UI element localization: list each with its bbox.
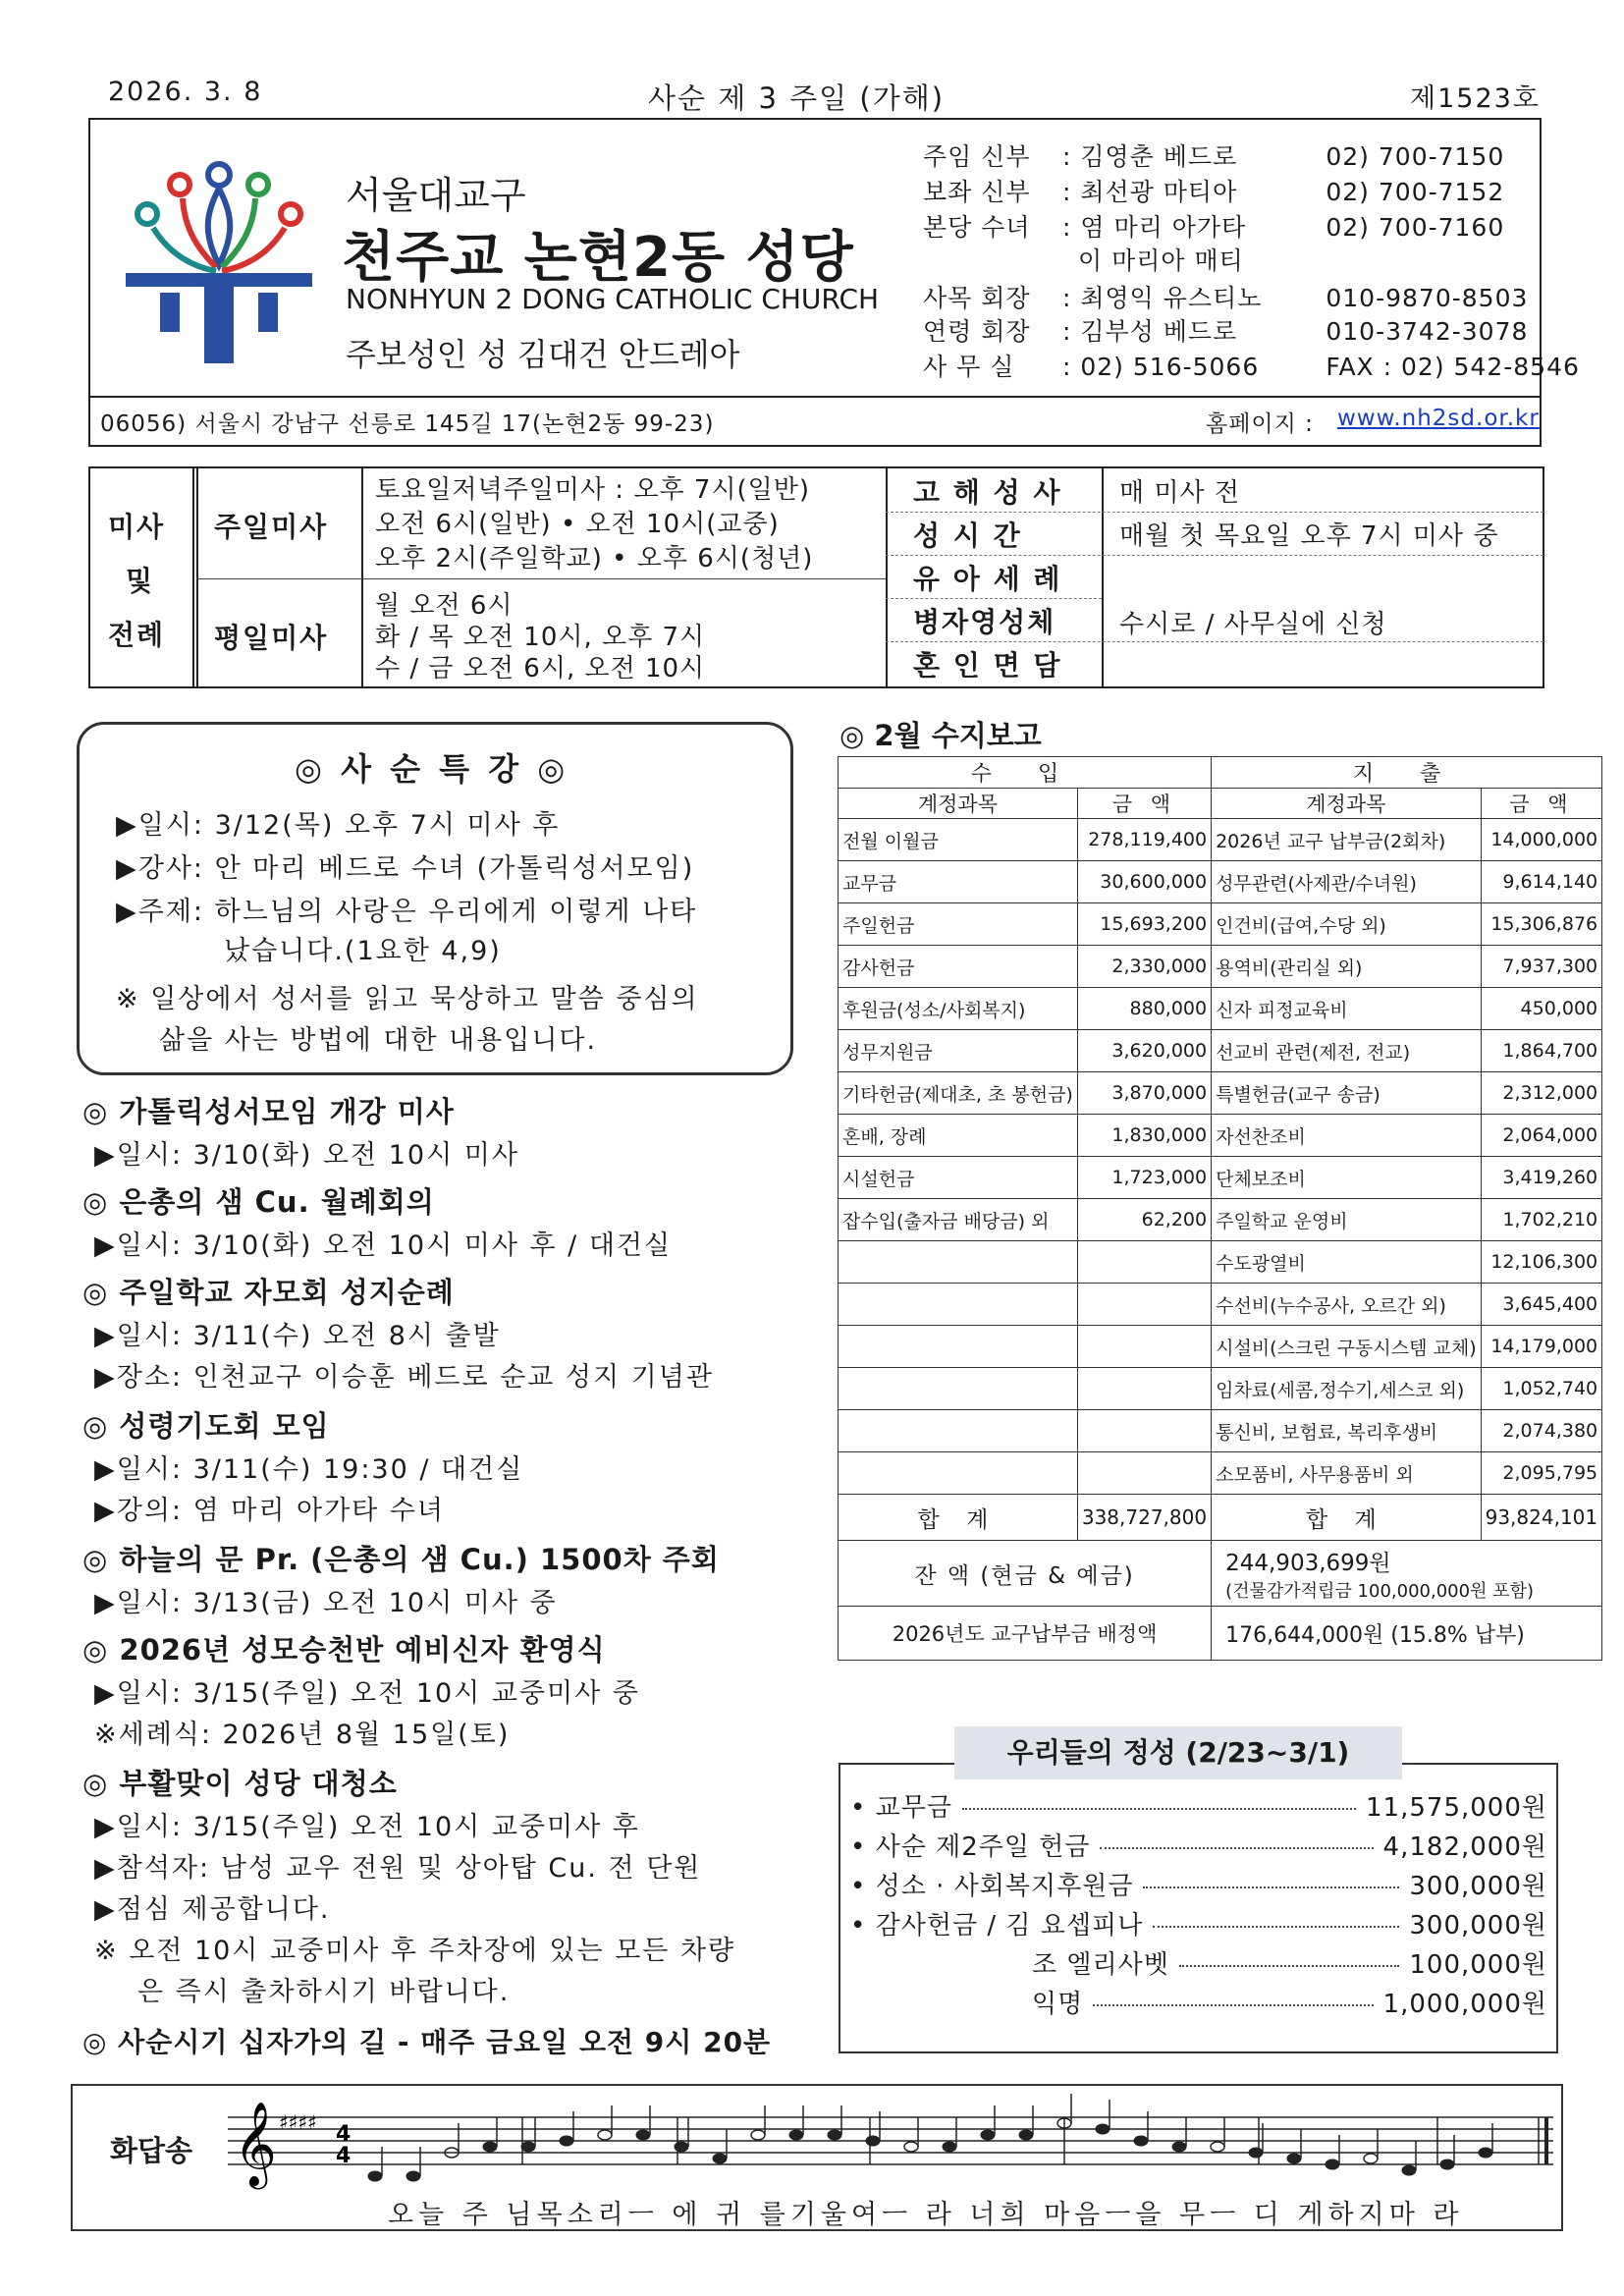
account-item: 임차료(세콤,정수기,세스코 외) [1212,1368,1482,1410]
account-amount [1077,1284,1211,1326]
music-note [1172,2142,1186,2152]
finance-row [839,819,1602,861]
account-item: 후원금(성소/사회복지) [839,988,1078,1030]
staff-name: 김영춘 베드로 [1080,142,1238,171]
weekday-mass-line: 화 / 목 오전 10시, 오후 7시 [375,623,706,652]
sacrament-label: 혼 인 면 담 [913,649,1062,682]
notice-title: ◎ 성령기도회 모임 [82,1409,330,1443]
staff-name: 김부성 베드로 [1080,317,1238,346]
account-amount: 14,000,000 [1481,819,1602,861]
account-amount: 3,419,260 [1481,1157,1602,1199]
finance-row [839,1368,1602,1410]
dot-leader [1143,1886,1399,1888]
account-amount: 14,179,000 [1481,1326,1602,1368]
account-item [839,1284,1078,1326]
notice-line: 은 즉시 출차하시기 바랍니다. [137,1977,511,2007]
account-item: 성무관련(사제관/수녀원) [1212,861,1482,903]
offering-amount: 1,000,000원 [1382,1990,1547,2019]
account-item [839,1410,1078,1452]
music-note [675,2142,688,2152]
homepage-link[interactable]: www.nh2sd.or.kr [1337,406,1540,431]
account-item: 성무지원금 [839,1030,1078,1072]
office-label: 사 무 실 [923,353,1015,381]
notice-line: ▶일시: 3/10(화) 오전 10시 미사 [94,1140,519,1171]
music-note [521,2142,535,2152]
account-amount: 62,200 [1077,1199,1211,1241]
music-note [943,2142,956,2152]
col-item: 계정과목 [1212,789,1482,819]
treble-clef-icon: 𝄞 [234,2102,277,2186]
sunday-mass-line: 오전 6시(일반) • 오전 10시(교중) [375,510,780,539]
music-note [751,2130,765,2140]
music-staff [228,2090,1558,2198]
account-amount: 278,119,400 [1077,819,1211,861]
account-amount: 450,000 [1481,988,1602,1030]
account-item: 시설비(스크린 구동시스템 교체) [1212,1326,1482,1368]
staff-phone: 02) 700-7152 [1326,178,1505,206]
notice-line: ▶강의: 염 마리 아가타 수녀 [94,1496,446,1526]
music-note [713,2154,727,2163]
col-item: 계정과목 [839,789,1078,819]
balance-note: (건물감가적립금 100,000,000원 포함) [1225,1580,1534,1602]
staff-role: 주임 신부 [923,142,1031,171]
lecture-line: ▶일시: 3/12(목) 오후 7시 미사 후 [116,810,561,841]
sunday-mass-line: 오후 2시(주일학교) • 오후 6시(청년) [375,544,814,574]
sacrament-label: 유 아 세 례 [913,563,1062,595]
music-note [1249,2148,1263,2158]
svg-text:4: 4 [336,2144,352,2168]
music-note [483,2142,497,2152]
account-item: 소모품비, 사무용품비 외 [1212,1452,1482,1495]
col-amount: 금 액 [1481,789,1602,819]
offerings-list [850,1787,1547,2023]
sacrament-label: 병자영성체 [913,606,1056,638]
music-note [1096,2124,1110,2134]
sacrament-value: 수시로 / 사무실에 신청 [1119,610,1387,639]
finance-row [839,1072,1602,1115]
account-amount: 1,723,000 [1077,1157,1211,1199]
account-item: 수선비(누수공사, 오르간 외) [1212,1284,1482,1326]
music-note [1479,2148,1492,2158]
church-name-english: NONHYUN 2 DONG CATHOLIC CHURCH [346,283,880,315]
notice-line: ※세례식: 2026년 8월 15일(토) [94,1720,511,1750]
sacrament-value: 매 미사 전 [1119,478,1240,508]
offering-item [850,1787,1547,1827]
music-note [1211,2142,1224,2152]
offering-amount: 300,000원 [1409,1911,1547,1941]
notice-line: ▶참석자: 남성 교우 전원 및 상아탑 Cu. 전 단원 [94,1853,702,1884]
account-amount [1077,1410,1211,1452]
account-item [839,1326,1078,1368]
music-note [560,2136,573,2146]
notice-line: ▶장소: 인천교구 이승훈 베드로 순교 성지 기념관 [94,1362,714,1393]
finance-row [839,988,1602,1030]
account-amount: 2,064,000 [1481,1115,1602,1157]
music-note [1440,2159,1454,2169]
finance-row [839,903,1602,946]
income-total-label: 합 계 [839,1495,1078,1541]
finance-row [839,946,1602,988]
music-note [866,2136,880,2146]
notice-title: ◎ 2026년 성모승천반 예비신자 환영식 [82,1633,606,1667]
issue-number: 제1523호 [1410,83,1541,114]
music-note [636,2130,650,2140]
account-amount: 1,864,700 [1481,1030,1602,1072]
account-amount: 1,702,210 [1481,1199,1602,1241]
music-note [1326,2159,1339,2169]
music-note [1402,2165,1416,2175]
hymn-label: 화답송 [110,2134,193,2167]
music-note [789,2130,803,2140]
account-amount: 1,052,740 [1481,1368,1602,1410]
account-item: 인건비(급여,수당 외) [1212,903,1482,946]
sacrament-value: 매월 첫 목요일 오후 7시 미사 중 [1119,521,1499,551]
staff-phone: 02) 700-7150 [1326,142,1505,171]
svg-text:♯♯♯♯: ♯♯♯♯ [279,2110,317,2134]
notice-title: ◎ 은총의 샘 Cu. 월례회의 [82,1185,435,1219]
account-item: 자선찬조비 [1212,1115,1482,1157]
dot-leader [1100,1847,1373,1849]
account-item: 혼배, 장례 [839,1115,1078,1157]
diocese-name: 서울대교구 [346,174,526,217]
account-amount: 2,312,000 [1481,1072,1602,1115]
notice-line: ▶일시: 3/13(금) 오전 10시 미사 중 [94,1588,558,1618]
account-amount: 2,330,000 [1077,946,1211,988]
account-item: 2026년 교구 납부금(2회차) [1212,819,1482,861]
church-name: 천주교 논현2동 성당 [342,226,854,290]
account-item: 특별헌금(교구 송금) [1212,1072,1482,1115]
finance-row [839,1115,1602,1157]
staff-phone: 010-3742-3078 [1326,317,1529,346]
account-item: 수도광열비 [1212,1241,1482,1284]
income-total: 338,727,800 [1077,1495,1211,1541]
account-amount: 9,614,140 [1481,861,1602,903]
staff-name: 최영익 유스티노 [1080,284,1263,312]
account-item: 주일헌금 [839,903,1078,946]
mass-side-label: 및 [126,565,155,597]
liturgical-week: 사순 제 3 주일 (가해) [648,82,946,115]
offering-item [850,1827,1547,1866]
account-item: 단체보조비 [1212,1157,1482,1199]
account-amount: 2,095,795 [1481,1452,1602,1495]
offering-label: • 감사헌금 / 김 요셉피나 [850,1911,1144,1941]
lecture-line: ▶강사: 안 마리 베드로 수녀 (가톨릭성서모임) [116,853,695,884]
patron-saint: 주보성인 성 김대건 안드레아 [346,336,740,373]
offering-amount: 11,575,000원 [1366,1793,1547,1823]
account-item: 잡수입(출자금 배당금) 외 [839,1199,1078,1241]
offering-amount: 300,000원 [1409,1872,1547,1901]
account-item [839,1368,1078,1410]
staff-role: 연령 회장 [923,317,1031,346]
finance-row [839,1157,1602,1199]
music-note [406,2171,420,2181]
finance-row [839,1284,1602,1326]
notice-line: ▶일시: 3/11(수) 19:30 / 대건실 [94,1454,524,1485]
offering-item [850,1984,1547,2023]
account-amount: 3,870,000 [1077,1072,1211,1115]
sacrament-label: 성 시 간 [913,519,1022,552]
sunday-mass-label: 주일미사 [214,511,329,543]
sacrament-label: 고 해 성 사 [913,476,1062,509]
weekday-mass-line: 수 / 금 오전 6시, 오전 10시 [375,654,706,683]
music-note [1019,2130,1033,2140]
mass-side-label: 전례 [108,619,166,651]
account-item: 기타헌금(제대초, 초 봉헌금) [839,1072,1078,1115]
notice-title: ◎ 하늘의 문 Pr. (은총의 샘 Cu.) 1500차 주회 [82,1543,720,1576]
account-amount: 880,000 [1077,988,1211,1030]
account-amount: 3,620,000 [1077,1030,1211,1072]
account-amount: 1,830,000 [1077,1115,1211,1157]
offering-item [850,1866,1547,1905]
quota-value: 176,644,000원 (15.8% 납부) [1212,1607,1602,1661]
office-tel: 02) 516-5066 [1080,353,1260,381]
finance-row [839,861,1602,903]
notice-line: ▶일시: 3/15(주일) 오전 10시 교중미사 중 [94,1678,640,1709]
staff-role: 본당 수녀 [923,213,1031,242]
account-amount: 3,645,400 [1481,1284,1602,1326]
offering-label: • 교무금 [850,1793,952,1823]
account-amount: 2,074,380 [1481,1410,1602,1452]
income-header: 수 입 [839,757,1212,789]
offering-label: • 성소 · 사회복지후원금 [850,1872,1134,1901]
expense-total-label: 합 계 [1212,1495,1482,1541]
account-item: 시설헌금 [839,1157,1078,1199]
finance-row [839,1452,1602,1495]
dot-leader [1093,2004,1373,2006]
weekday-mass-line: 월 오전 6시 [375,591,514,621]
account-amount [1077,1368,1211,1410]
music-note [904,2142,918,2152]
dot-leader [1179,1965,1400,1967]
account-item: 선교비 관련(제전, 전교) [1212,1030,1482,1072]
account-item: 통신비, 보험료, 복리후생비 [1212,1410,1482,1452]
music-note [598,2130,612,2140]
offering-item [850,1905,1547,1944]
way-of-cross-notice: ◎ 사순시기 십자가의 길 - 매주 금요일 오전 9시 20분 [82,2026,772,2058]
account-amount: 7,937,300 [1481,946,1602,988]
offering-label: 조 엘리사벳 [1032,1950,1169,1980]
music-note [368,2171,382,2181]
staff-phone: 010-9870-8503 [1326,284,1529,312]
expense-header: 지 출 [1212,757,1602,789]
staff-role: 사목 회장 [923,284,1031,312]
account-amount: 15,693,200 [1077,903,1211,946]
issue-date: 2026. 3. 8 [108,77,263,107]
notice-title: ◎ 부활맞이 성당 대청소 [82,1767,398,1800]
staff-name: 최선광 마티아 [1080,178,1238,206]
notice-line: ▶점심 제공합니다. [94,1894,331,1925]
notice-line: ▶일시: 3/10(화) 오전 10시 미사 후 / 대건실 [94,1230,673,1261]
homepage-label: 홈페이지 : [1206,411,1314,437]
hymn-lyrics: 오늘 주 님목소리ㅡ 에 귀 를기울여ㅡ 라 너희 마음ㅡ을 무ㅡ 디 게하지마 라 [388,2200,1464,2230]
account-item: 신자 피정교육비 [1212,988,1482,1030]
notice-title: ◎ 주일학교 자모회 성지순례 [82,1276,455,1309]
account-item: 주일학교 운영비 [1212,1199,1482,1241]
lecture-line: ※ 일상에서 성서를 읽고 묵상하고 말씀 중심의 [116,984,699,1014]
church-logo [126,157,312,363]
staff-phone: 02) 700-7160 [1326,213,1505,242]
notice-line: ※ 오전 10시 교중미사 후 주차장에 있는 모든 차량 [94,1936,736,1966]
staff-name: 이 마리아 매티 [1078,246,1244,275]
account-amount [1077,1452,1211,1495]
account-item [839,1241,1078,1284]
music-note [1134,2136,1148,2146]
music-note [981,2130,995,2140]
notice-title: ◎ 가톨릭성서모임 개강 미사 [82,1095,455,1128]
lecture-line: 났습니다.(1요한 4,9) [224,936,502,966]
finance-row [839,1199,1602,1241]
staff-role: 보좌 신부 [923,178,1031,206]
finance-title: ◎ 2월 수지보고 [839,719,1042,752]
account-amount [1077,1326,1211,1368]
quota-label: 2026년도 교구납부금 배정액 [839,1607,1212,1661]
account-item: 감사헌금 [839,946,1078,988]
offering-label: 익명 [1032,1990,1084,2019]
finance-table [838,756,1602,1661]
finance-row [839,1241,1602,1284]
lecture-line: 삶을 사는 방법에 대한 내용입니다. [159,1025,598,1056]
lecture-title: ◎ 사 순 특 강 ◎ [295,750,569,788]
account-amount: 12,106,300 [1481,1241,1602,1284]
church-address: 06056) 서울시 강남구 선릉로 145길 17(논현2동 99-23) [100,411,715,437]
weekday-mass-label: 평일미사 [214,622,329,654]
music-note [1287,2154,1301,2163]
offering-label: • 사순 제2주일 헌금 [850,1832,1091,1862]
offering-amount: 100,000원 [1409,1950,1547,1980]
music-note [1364,2154,1378,2163]
offering-amount: 4,182,000원 [1382,1832,1547,1862]
dot-leader [1153,1926,1399,1928]
dot-leader [962,1808,1356,1810]
account-amount [1077,1241,1211,1284]
account-item: 전월 이월금 [839,819,1078,861]
balance-label: 잔 액 (현금 & 예금) [839,1541,1212,1607]
finance-row [839,1410,1602,1452]
music-note [828,2130,841,2140]
lecture-line: ▶주제: 하느님의 사랑은 우리에게 이렇게 나타 [116,897,698,927]
account-item [839,1452,1078,1495]
finance-row [839,1030,1602,1072]
notice-line: ▶일시: 3/15(주일) 오전 10시 교중미사 후 [94,1812,640,1842]
account-amount: 15,306,876 [1481,903,1602,946]
col-amount: 금 액 [1077,789,1211,819]
notice-line: ▶일시: 3/11(수) 오전 8시 출발 [94,1321,501,1351]
svg-text:4: 4 [336,2122,352,2147]
offerings-title: 우리들의 정성 (2/23~3/1) [954,1726,1402,1779]
balance-amount: 244,903,699원 [1225,1550,1391,1576]
staff-name: 염 마리 아가타 [1080,213,1247,242]
office-fax: FAX : 02) 542-8546 [1326,353,1580,381]
account-item: 용역비(관리실 외) [1212,946,1482,988]
sunday-mass-line: 토요일저녁주일미사 : 오후 7시(일반) [375,475,811,505]
offering-item [850,1944,1547,1984]
expense-total: 93,824,101 [1481,1495,1602,1541]
mass-side-label: 미사 [108,511,166,543]
finance-row [839,1326,1602,1368]
account-item: 교무금 [839,861,1078,903]
account-amount: 30,600,000 [1077,861,1211,903]
